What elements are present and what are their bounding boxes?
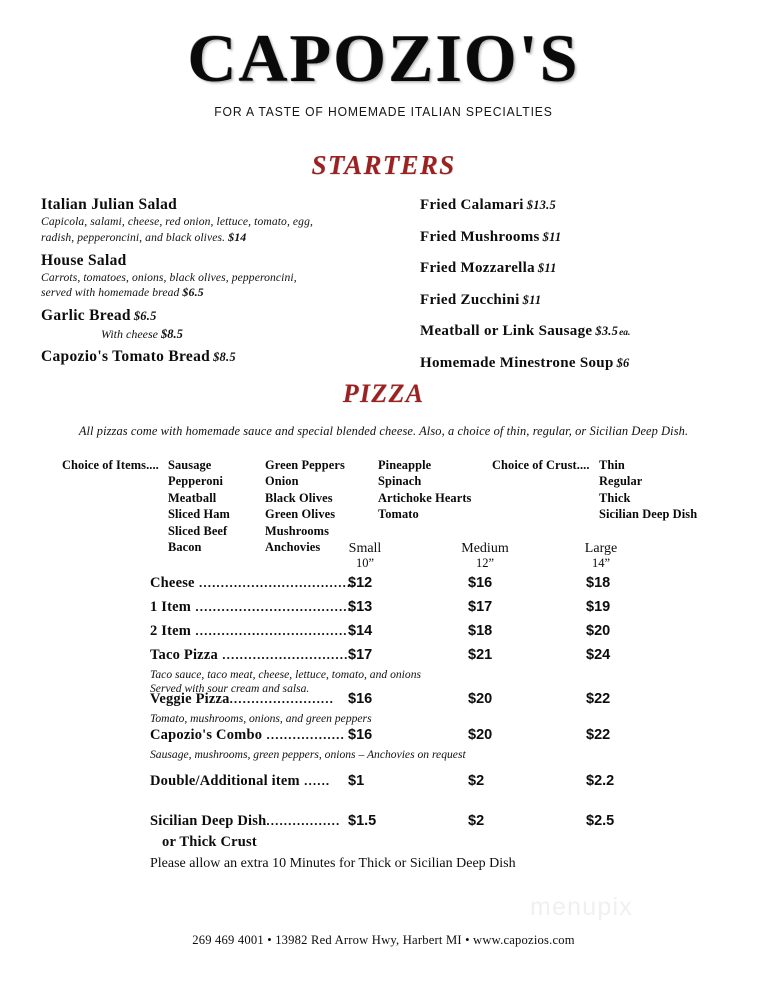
price-large: $18 [586, 575, 611, 591]
price-large: $22 [586, 727, 611, 743]
price-small: $12 [348, 575, 373, 591]
starter-price: $8.5 [213, 350, 236, 365]
starter-price: $3.5 [595, 324, 619, 338]
crust-option: Regular [599, 474, 643, 489]
starter-name: Italian Julian Salad [41, 196, 178, 213]
topping-option: Sausage [168, 458, 212, 472]
price-row-continuation: or Thick Crust [162, 834, 257, 850]
topping-option: Green Olives [265, 507, 336, 522]
price-row [0, 647, 767, 669]
topping-option: Sliced Beef [168, 523, 228, 538]
price-row-description: Sausage, mushrooms, green peppers, onions – Anchovies on request [150, 748, 466, 761]
price-row [0, 599, 767, 621]
topping-option: Pepperoni [168, 474, 224, 489]
price-small: $16 [348, 727, 373, 743]
price-row-description: Tomato, mushrooms, onions, and green peppers [150, 712, 372, 725]
starter-description-price: $14 [228, 229, 247, 244]
starter-description: Carrots, tomatoes, onions, black olives, pepperoncini, served with homemade bread $6.5 [41, 270, 297, 300]
price-medium: $2 [468, 813, 485, 829]
starter-description-price: $6.5 [182, 285, 204, 300]
topping-option: Onion [265, 474, 299, 489]
starter-price: $11 [522, 292, 542, 307]
price-row-name: 1 Item .................................... [150, 599, 353, 615]
price-row [0, 727, 767, 749]
dot-leader: .................................... [194, 575, 356, 590]
dot-leader: .................. [262, 727, 345, 742]
topping-option: Mushrooms [265, 523, 330, 538]
starter-name: Capozio's Tomato Bread [41, 348, 211, 366]
dot-leader: ........................ [229, 691, 334, 706]
starter-heading [41, 196, 386, 214]
topping-option: Artichoke Hearts [378, 490, 472, 505]
starter-name: Homemade Minestrone Soup [420, 354, 614, 371]
price-small: $16 [348, 691, 373, 707]
starter-price: $6 [616, 355, 630, 370]
size-label-large: Large [584, 541, 618, 556]
topping-option: Bacon [168, 539, 202, 554]
choice-of-crust-label: Choice of Crust.... [492, 458, 590, 472]
price-small: $14 [348, 623, 373, 639]
starter-item [420, 291, 750, 309]
starter-item [420, 354, 750, 372]
price-row-name: Sicilian Deep Dish................. [150, 813, 341, 829]
size-header-medium [440, 541, 530, 571]
starters-section-header: STARTERS [311, 150, 456, 180]
price-row-name: Taco Pizza ............................. [150, 647, 349, 663]
starter-item [41, 348, 386, 366]
starter-item [41, 196, 386, 246]
size-header-large [556, 541, 646, 571]
starter-item [420, 228, 750, 246]
masthead [0, 20, 767, 119]
price-large: $24 [586, 647, 611, 663]
price-row [0, 623, 767, 645]
starter-price-suffix: ea. [619, 328, 631, 338]
price-small: $1 [348, 773, 365, 789]
starter-sub-price: $8.5 [160, 327, 183, 342]
size-label-small: Small [348, 541, 382, 556]
starter-name: House Salad [41, 251, 127, 269]
starter-sub-option: With cheese $8.5 [101, 327, 183, 342]
starter-name: Garlic Bread [41, 307, 131, 325]
price-large: $19 [586, 599, 611, 615]
starter-heading [41, 252, 386, 270]
price-small: $17 [348, 647, 373, 663]
starter-name: Fried Calamari [420, 197, 524, 213]
topping-option: Black Olives [265, 490, 333, 505]
price-large: $2.2 [586, 773, 615, 789]
size-label-medium: Medium [461, 541, 509, 556]
price-medium: $20 [468, 727, 493, 743]
starters-left-column [41, 196, 386, 372]
menupix-watermark: menupix [530, 893, 633, 921]
pizza-section-header: PIZZA [342, 379, 425, 408]
tagline: FOR A TASTE OF HOMEMADE ITALIAN SPECIALTIES [214, 105, 553, 119]
starter-item [420, 196, 750, 214]
starter-name: Fried Mushrooms [420, 228, 540, 245]
starter-price: $6.5 [133, 309, 157, 324]
price-row [0, 575, 767, 597]
dot-leader: ................................... [191, 623, 348, 638]
starter-name: Meatball or Link Sausage [420, 323, 593, 339]
crust-option: Sicilian Deep Dish [599, 507, 698, 522]
footer-contact: 269 469 4001 • 13982 Red Arrow Hwy, Harbert MI • www.capozios.com [192, 933, 575, 947]
starter-item [41, 252, 386, 302]
topping-option: Pineapple [378, 458, 432, 472]
dot-leader: ................. [266, 813, 341, 828]
topping-option: Green Peppers [265, 458, 345, 472]
crust-options-column [599, 457, 697, 523]
price-medium: $18 [468, 623, 493, 639]
price-large: $20 [586, 623, 611, 639]
price-row [0, 691, 767, 713]
restaurant-title: CAPOZIO'S [187, 20, 580, 96]
starter-price: $11 [537, 261, 557, 275]
pizza-size-headers [0, 541, 767, 575]
price-row-note: Please allow an extra 10 Minutes for Thick or Sicilian Deep Dish [150, 856, 516, 871]
topping-option: Tomato [378, 507, 419, 522]
starter-description: Capicola, salami, cheese, red onion, lettuce, tomato, egg, radish, pepperoncini, and black olives. $14 [41, 215, 313, 244]
price-row-description: Taco sauce, taco meat, cheese, lettuce, tomato, and onions Served with sour cream and salsa. [150, 668, 422, 696]
price-row-name: Cheese .................................... [150, 575, 356, 591]
topping-option: Meatball [168, 490, 217, 505]
topping-option: Anchovies [265, 539, 321, 554]
starter-price: $13.5 [526, 198, 556, 212]
price-small: $13 [348, 599, 373, 615]
price-large: $22 [586, 691, 611, 707]
price-row-name: Double/Additional item ...... [150, 773, 331, 789]
topping-option: Spinach [378, 474, 422, 489]
size-inches-large: 14” [591, 556, 611, 570]
size-inches-medium: 12” [475, 556, 495, 570]
choice-of-items-label: Choice of Items.... [62, 458, 159, 472]
price-medium: $16 [468, 575, 493, 591]
pizza-intro-text: All pizzas come with homemade sauce and special blended cheese. Also, a choice of thin, regular, or Sicilian Deep Dish. [78, 424, 689, 438]
starter-name: Fried Zucchini [420, 291, 520, 308]
price-row [0, 813, 767, 835]
starter-name: Fried Mozzarella [420, 260, 535, 276]
size-header-small [320, 541, 410, 571]
price-medium: $20 [468, 691, 493, 707]
price-medium: $2 [468, 773, 485, 789]
crust-option: Thin [599, 458, 625, 472]
price-row-name: Veggie Pizza........................ [150, 691, 334, 707]
price-small: $1.5 [348, 813, 377, 829]
price-row [0, 773, 767, 795]
crust-option: Thick [599, 490, 631, 505]
starters-right-column [420, 196, 750, 385]
starter-heading [41, 348, 386, 366]
price-medium: $17 [468, 599, 493, 615]
size-inches-small: 10” [355, 556, 375, 570]
starter-heading [41, 307, 386, 325]
dot-leader: ............................. [217, 647, 349, 662]
price-row-name: 2 Item ................................... [150, 623, 348, 639]
price-row-name: Capozio's Combo .................. [150, 727, 345, 743]
starter-price: $11 [542, 229, 562, 244]
price-large: $2.5 [586, 813, 615, 829]
starter-item [420, 259, 750, 277]
starter-item [41, 307, 386, 342]
starter-item [420, 322, 750, 340]
price-medium: $21 [468, 647, 493, 663]
dot-leader: .................................... [191, 599, 353, 614]
dot-leader: ...... [299, 773, 331, 788]
topping-option: Sliced Ham [168, 507, 230, 522]
toppings-column-3 [378, 457, 471, 523]
